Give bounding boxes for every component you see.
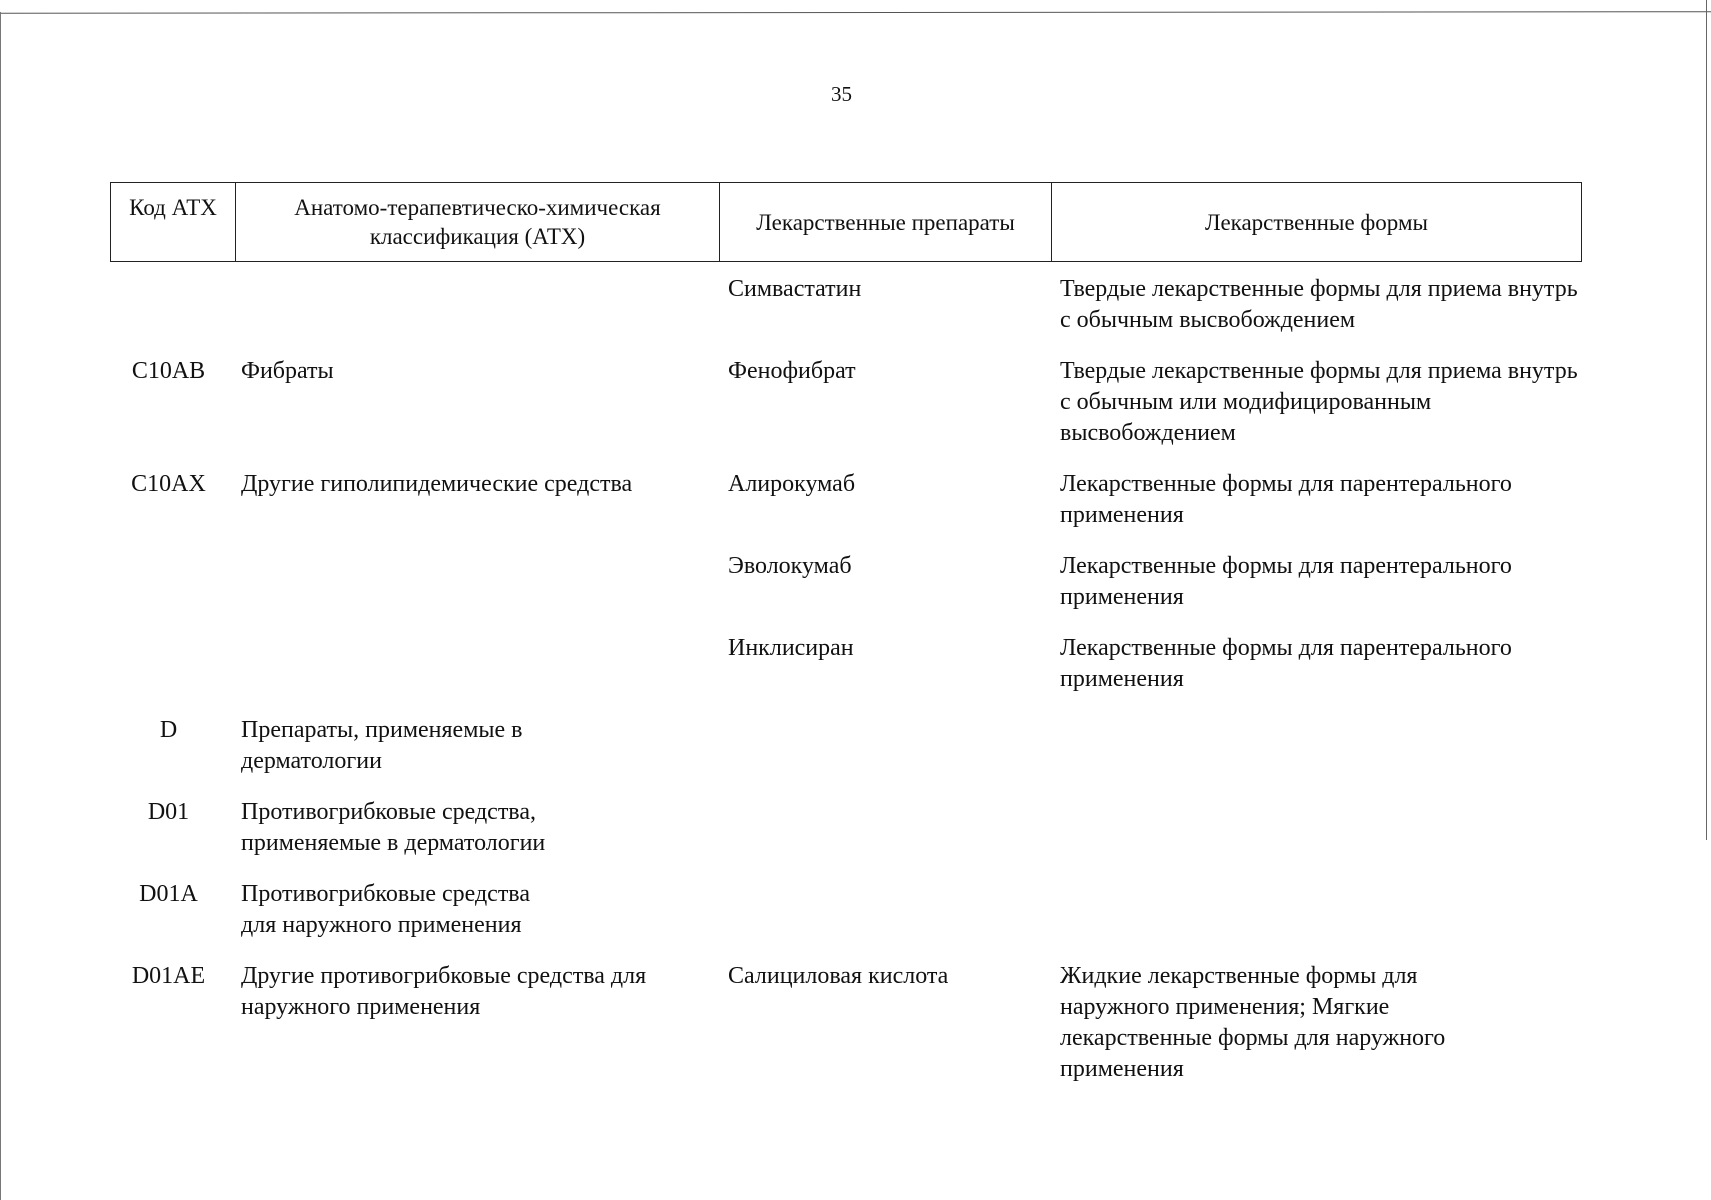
page-number: 35	[831, 82, 852, 106]
dosage-form: Твердые лекарственные формы для приема внутрь с обычным или модифицированным высвобождением	[1060, 358, 1578, 446]
drug-name: Инклисиран	[728, 635, 854, 661]
dosage-form	[1051, 879, 1582, 941]
atc-name: Препараты, применяемые в дерматологии	[241, 717, 523, 774]
table-row	[110, 356, 1582, 449]
atc-code: C10AB	[131, 358, 206, 384]
atc-code	[110, 633, 235, 695]
table-body	[110, 262, 1582, 1085]
drug-name: Эволокумаб	[728, 553, 852, 579]
table-row	[110, 469, 1582, 531]
table-row	[110, 715, 1582, 777]
header-drugs: Лекарственные препараты	[720, 183, 1052, 261]
header-dosage-forms: Лекарственные формы	[1205, 209, 1428, 235]
table-row	[110, 797, 1582, 859]
header-atc-classification: Анатомо-терапевтическо-химическая классификация (АТХ)	[236, 183, 720, 261]
atc-name: Другие противогрибковые средства для наружного применения	[241, 963, 647, 1020]
atc-code: D01A	[139, 881, 198, 907]
atc-name: Противогрибковые средства, применяемые в дерматологии	[241, 799, 546, 856]
atc-name	[235, 274, 719, 336]
table-row	[110, 551, 1582, 613]
drug-name: Алирокумаб	[728, 471, 856, 497]
atc-name: Другие гиполипидемические средства	[241, 471, 633, 497]
atc-name	[235, 633, 719, 695]
dosage-form	[1051, 715, 1582, 777]
drug-name	[719, 797, 1051, 859]
dosage-form: Лекарственные формы для парентерального применения	[1060, 553, 1512, 610]
atc-code: D01	[147, 799, 190, 825]
drug-name: Салициловая кислота	[728, 963, 949, 989]
atc-name: Фибраты	[241, 358, 334, 384]
atc-code: D	[159, 717, 178, 743]
dosage-form	[1051, 797, 1582, 859]
drug-name	[719, 715, 1051, 777]
atc-code: D01AE	[131, 963, 206, 989]
drug-name: Симвастатин	[728, 276, 862, 302]
dosage-form: Твердые лекарственные формы для приема внутрь с обычным высвобождением	[1060, 276, 1578, 333]
table-row	[110, 879, 1582, 941]
atc-code: C10AX	[131, 471, 206, 497]
scan-border-left	[0, 12, 1, 1200]
atc-code	[110, 274, 235, 336]
atc-name	[235, 551, 719, 613]
scan-border-top	[0, 11, 1711, 13]
drug-name: Фенофибрат	[728, 358, 856, 384]
table-row	[110, 961, 1582, 1085]
atc-code	[110, 551, 235, 613]
dosage-form: Жидкие лекарственные формы для наружного применения; Мягкие лекарственные формы для наружного применения	[1060, 963, 1446, 1082]
table-row	[110, 274, 1582, 336]
header-atc-code: Код АТХ	[111, 183, 236, 261]
atc-name: Противогрибковые средства для наружного применения	[241, 881, 530, 938]
scan-border-right	[1706, 0, 1707, 840]
table-row	[110, 633, 1582, 695]
dosage-form: Лекарственные формы для парентерального применения	[1060, 471, 1512, 528]
table-header	[110, 182, 1582, 262]
dosage-form: Лекарственные формы для парентерального применения	[1060, 635, 1512, 692]
drug-name	[719, 879, 1051, 941]
